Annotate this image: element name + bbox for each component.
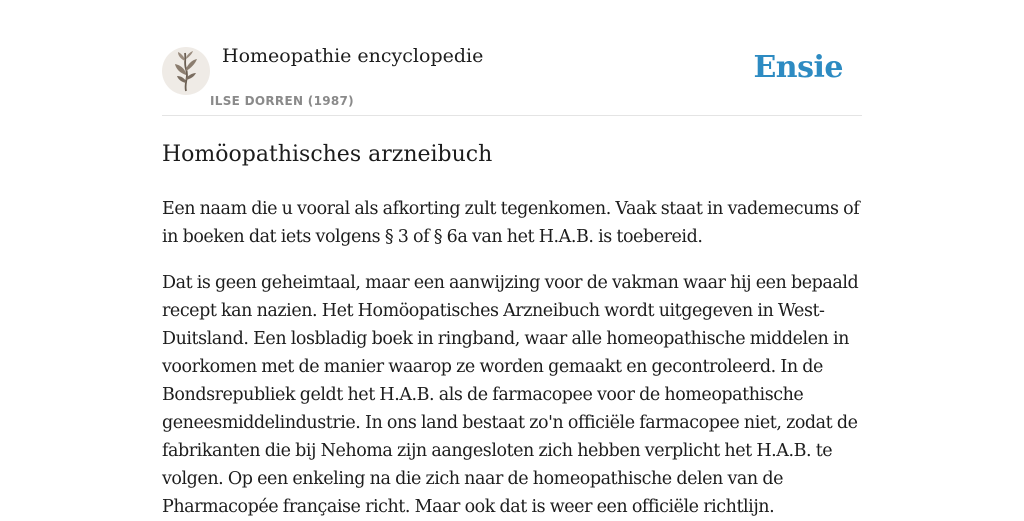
article-paragraph-2: Dat is geen geheimtaal, maar een aanwijzing voor de vakman waar hij een bepaald recept kan nazien. Het Homöopatisches Arzneibuch wordt uitgegeven in West-Duitsland. Een losbladig boek in ringband, waar alle homeopathische middelen in voorkomen met de manier waarop ze worden gemaakt en gecontroleerd. In de Bondsrepubliek geldt het H.A.B. als de farmacopee voor de homeopathische geneesmiddelindustrie. In ons land bestaat zo'n officiële farmacopee niet, zodat de fabrikanten die bij Nehoma zijn aangesloten zich hebben verplicht het H.A.B. te volgen. Op een enkeling na die zich naar de homeopathische delen van de Pharmacopée française richt. Maar ook dat is weer een officiële richtlijn. (162, 273, 859, 517)
article-paragraph-1: Een naam die u vooral als afkorting zult tegenkomen. Vaak staat in vademecums of in boeken dat iets volgens § 3 of § 6a van het H.A.B. is toebereid. (162, 199, 860, 247)
brand-logo[interactable]: Ensie (753, 50, 843, 85)
herb-plant-icon[interactable] (162, 47, 210, 95)
header (162, 0, 862, 116)
book-title[interactable]: Homeopathie encyclopedie (222, 45, 484, 67)
article-title: Homöopathisches arzneibuch (162, 142, 493, 167)
page (162, 0, 862, 521)
author-name: ILSE DORREN (1987) (210, 94, 354, 108)
